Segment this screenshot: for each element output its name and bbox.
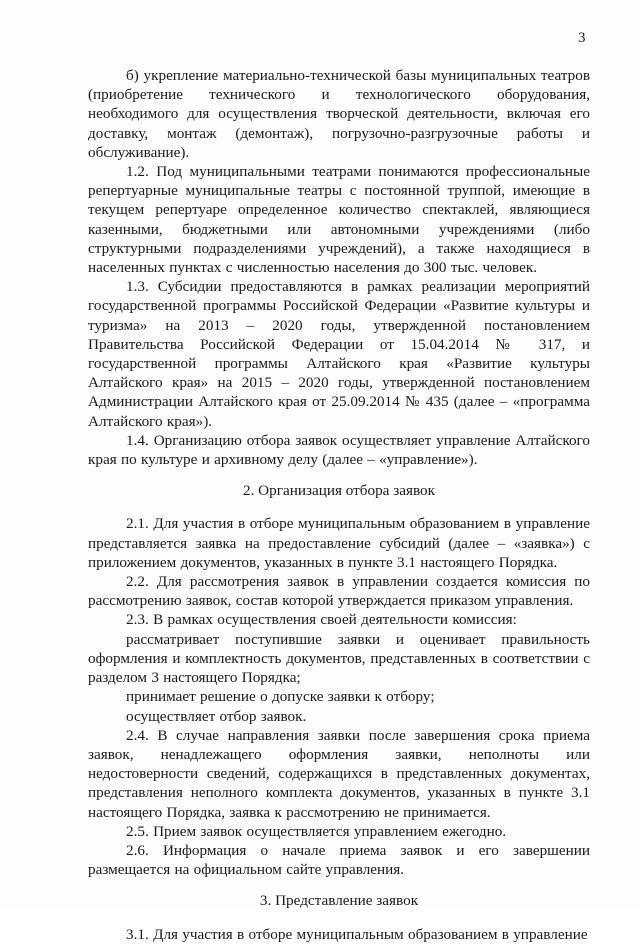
paragraph-1-1b: б) укрепление материально-технической базы муниципальных театров (приобретение технического и технологического оборудования, необходимого для осуществления творческой деятельности, включая его доставку, монтаж (демонтаж), погрузочно-разгрузочные работы и обслуживание).	[88, 67, 590, 161]
page-number: 3	[578, 30, 586, 46]
paragraph-1-3: 1.3. Субсидии предоставляются в рамках реализации мероприятий государственной программы Российской Федерации «Развитие культуры и туризма» на 2013 – 2020 годы, утвержденной постановлением Правительства Российской Федерации от 15.04.2014 № 317, и государственной программы Алтайского края «Развитие культуры Алтайского края» на 2015 – 2020 годы, утвержденной постановлением Администрации Алтайского края от 25.09.2014 № 435 (далее – «программа Алтайского края»).	[88, 278, 590, 430]
paragraph-2-3: 2.3. В рамках осуществления своей деятельности комиссия:	[126, 611, 517, 629]
paragraph-1-4: 1.4. Организацию отбора заявок осуществляет управление Алтайского края по культуре и архивному делу (далее – «управление»).	[88, 431, 590, 469]
paragraph-1-2: 1.2. Под муниципальными театрами понимаются профессиональные репертуарные муниципальные театры с постоянной труппой, имеющие в текущем репертуаре определенное количество спектаклей, являющиеся казенными, бюджетными или автономными учреждениями (либо структурными подразделениями учреждений), а также находящиеся в населенных пунктах с численностью населения до 300 тыс. человек.	[88, 163, 590, 277]
section-2-heading: 2. Организация отбора заявок	[242, 482, 435, 500]
paragraph-2-1: 2.1. Для участия в отборе муниципальным образованием в управление представляется заявка на предоставление субсидий (далее – «заявка») с приложением документов, указанных в пункте 3.1 настоящего Порядка.	[88, 515, 590, 571]
paragraph-2-4: 2.4. В случае направления заявки после завершения срока приема заявок, ненадлежащего оформления заявки, неполноты или недостоверности сведений, содержащихся в представленных документах, представления неполного комплекта документов, указанных в пункте 3.1 настоящего Порядка, заявка к рассмотрению не принимается.	[88, 726, 590, 821]
paragraph-2-2: 2.2. Для рассмотрения заявок в управлении создается комиссия по рассмотрению заявок, состав которой утверждается приказом управления.	[88, 573, 590, 610]
paragraph-2-6: 2.6. Информация о начале приема заявок и его завершении размещается на официальном сайте управления.	[88, 841, 590, 879]
paragraph-2-3-c: осуществляет отбор заявок.	[126, 707, 307, 725]
paragraph-3-1: 3.1. Для участия в отборе муниципальным образованием в управление	[126, 925, 588, 943]
paragraph-2-5: 2.5. Прием заявок осуществляется управлением ежегодно.	[126, 822, 507, 840]
paragraph-2-3-a: рассматривает поступившие заявки и оценивает правильность оформления и комплектность документов, представленных в соответствии с разделом 3 настоящего Порядка;	[88, 630, 590, 687]
section-3-heading: 3. Представление заявок	[259, 892, 419, 910]
document-body	[88, 66, 590, 944]
paragraph-2-3-b: принимает решение о допуске заявки к отбору;	[126, 688, 435, 706]
